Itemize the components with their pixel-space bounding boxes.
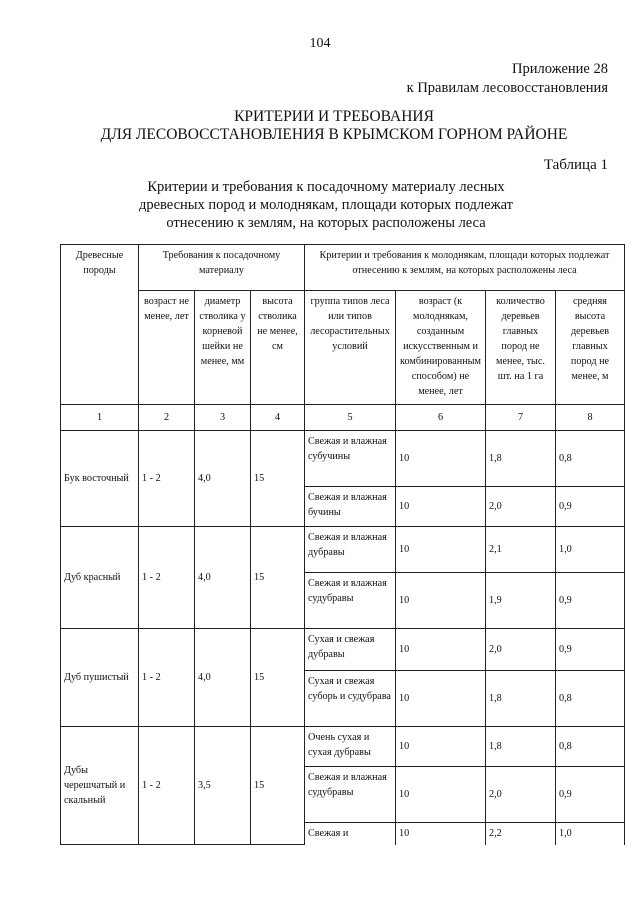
criteria-table — [60, 244, 625, 845]
avg-height-cell: 0,8 — [556, 671, 625, 727]
col-number: 3 — [195, 405, 251, 431]
height-cell: 15 — [251, 629, 305, 727]
trees-count-cell: 1,8 — [486, 727, 556, 767]
trees-count-cell: 2,2 — [486, 823, 556, 845]
header-age: возраст не менее, лет — [139, 291, 195, 405]
trees-count-cell: 2,1 — [486, 527, 556, 573]
forest-type-cell: Свежая и влажная бучины — [305, 487, 396, 527]
avg-height-cell: 0,9 — [556, 487, 625, 527]
height-cell: 15 — [251, 431, 305, 527]
forest-type-cell: Сухая и свежая дубравы — [305, 629, 396, 671]
col-number: 6 — [396, 405, 486, 431]
page-number: 104 — [309, 36, 331, 51]
diameter-cell: 4,0 — [195, 527, 251, 629]
table-label: Таблица 1 — [543, 157, 608, 173]
avg-height-cell: 0,9 — [556, 573, 625, 629]
caption-line-1: Критерии и требования к посадочному материалу лесных — [147, 179, 505, 195]
young-age-cell: 10 — [396, 487, 486, 527]
height-cell: 15 — [251, 527, 305, 629]
avg-height-cell: 0,8 — [556, 727, 625, 767]
table-row — [61, 431, 625, 487]
height-cell: 15 — [251, 727, 305, 845]
column-numbers-row — [61, 405, 625, 431]
planting-age-cell: 1 - 2 — [139, 527, 195, 629]
table-row — [61, 727, 625, 767]
diameter-cell: 4,0 — [195, 629, 251, 727]
header-young-criteria: Критерии и требования к молоднякам, площади которых подлежат отнесению к землям, на которых расположены леса — [305, 245, 625, 291]
header-trees-count: количество деревьев главных пород не менее, тыс. шт. на 1 га — [486, 291, 556, 405]
header-young-age: возраст (к молоднякам, созданным искусственным и комбинированным способом) не менее, лет — [396, 291, 486, 405]
young-age-cell: 10 — [396, 767, 486, 823]
col-number: 5 — [305, 405, 396, 431]
trees-count-cell: 1,9 — [486, 573, 556, 629]
diameter-cell: 4,0 — [195, 431, 251, 527]
diameter-cell: 3,5 — [195, 727, 251, 845]
header-avg-height: средняя высота деревьев главных пород не менее, м — [556, 291, 625, 405]
appendix-line-1: Приложение 28 — [512, 61, 608, 77]
trees-count-cell: 2,0 — [486, 487, 556, 527]
caption-line-2: древесных пород и молоднякам, площади которых подлежат — [138, 197, 513, 213]
avg-height-cell: 0,9 — [556, 767, 625, 823]
forest-type-cell: Свежая и — [305, 823, 396, 845]
young-age-cell: 10 — [396, 527, 486, 573]
avg-height-cell: 1,0 — [556, 823, 625, 845]
caption-line-3: отнесению к землям, на которых расположены леса — [166, 215, 486, 231]
col-number: 4 — [251, 405, 305, 431]
species-cell: Бук восточный — [61, 431, 139, 527]
table-row — [61, 527, 625, 573]
planting-age-cell: 1 - 2 — [139, 727, 195, 845]
appendix-header — [407, 60, 608, 98]
col-number: 1 — [61, 405, 139, 431]
title-line-2: ДЛЯ ЛЕСОВОССТАНОВЛЕНИЯ В КРЫМСКОМ ГОРНОМ РАЙОНЕ — [100, 126, 568, 143]
trees-count-cell: 2,0 — [486, 629, 556, 671]
header-planting-requirements: Требования к посадочному материалу — [139, 245, 305, 291]
col-number: 2 — [139, 405, 195, 431]
young-age-cell: 10 — [396, 727, 486, 767]
col-number: 8 — [556, 405, 625, 431]
species-cell: Дуб красный — [61, 527, 139, 629]
table-caption — [0, 178, 640, 232]
col-number: 7 — [486, 405, 556, 431]
trees-count-cell: 2,0 — [486, 767, 556, 823]
forest-type-cell: Свежая и влажная субучины — [305, 431, 396, 487]
avg-height-cell: 0,9 — [556, 629, 625, 671]
forest-type-cell: Свежая и влажная судубравы — [305, 573, 396, 629]
title-line-1: КРИТЕРИИ И ТРЕБОВАНИЯ — [234, 108, 434, 125]
forest-type-cell: Сухая и свежая суборь и судубрава — [305, 671, 396, 727]
header-diameter: диаметр стволика у корневой шейки не менее, мм — [195, 291, 251, 405]
species-cell: Дубы черешчатый и скальный — [61, 727, 139, 845]
young-age-cell: 10 — [396, 431, 486, 487]
species-cell: Дуб пушистый — [61, 629, 139, 727]
table-row — [61, 629, 625, 671]
trees-count-cell: 1,8 — [486, 431, 556, 487]
forest-type-cell: Очень сухая и сухая дубравы — [305, 727, 396, 767]
young-age-cell: 10 — [396, 573, 486, 629]
forest-type-cell: Свежая и влажная дубравы — [305, 527, 396, 573]
avg-height-cell: 1,0 — [556, 527, 625, 573]
document-title — [0, 108, 640, 144]
young-age-cell: 10 — [396, 629, 486, 671]
forest-type-cell: Свежая и влажная судубравы — [305, 767, 396, 823]
header-height: высота стволика не менее, см — [251, 291, 305, 405]
header-species: Древесные породы — [61, 245, 139, 405]
header-forest-type: группа типов леса или типов лесорастительных условий — [305, 291, 396, 405]
young-age-cell: 10 — [396, 671, 486, 727]
appendix-line-2: к Правилам лесовосстановления — [406, 80, 608, 96]
planting-age-cell: 1 - 2 — [139, 629, 195, 727]
trees-count-cell: 1,8 — [486, 671, 556, 727]
young-age-cell: 10 — [396, 823, 486, 845]
avg-height-cell: 0,8 — [556, 431, 625, 487]
planting-age-cell: 1 - 2 — [139, 431, 195, 527]
